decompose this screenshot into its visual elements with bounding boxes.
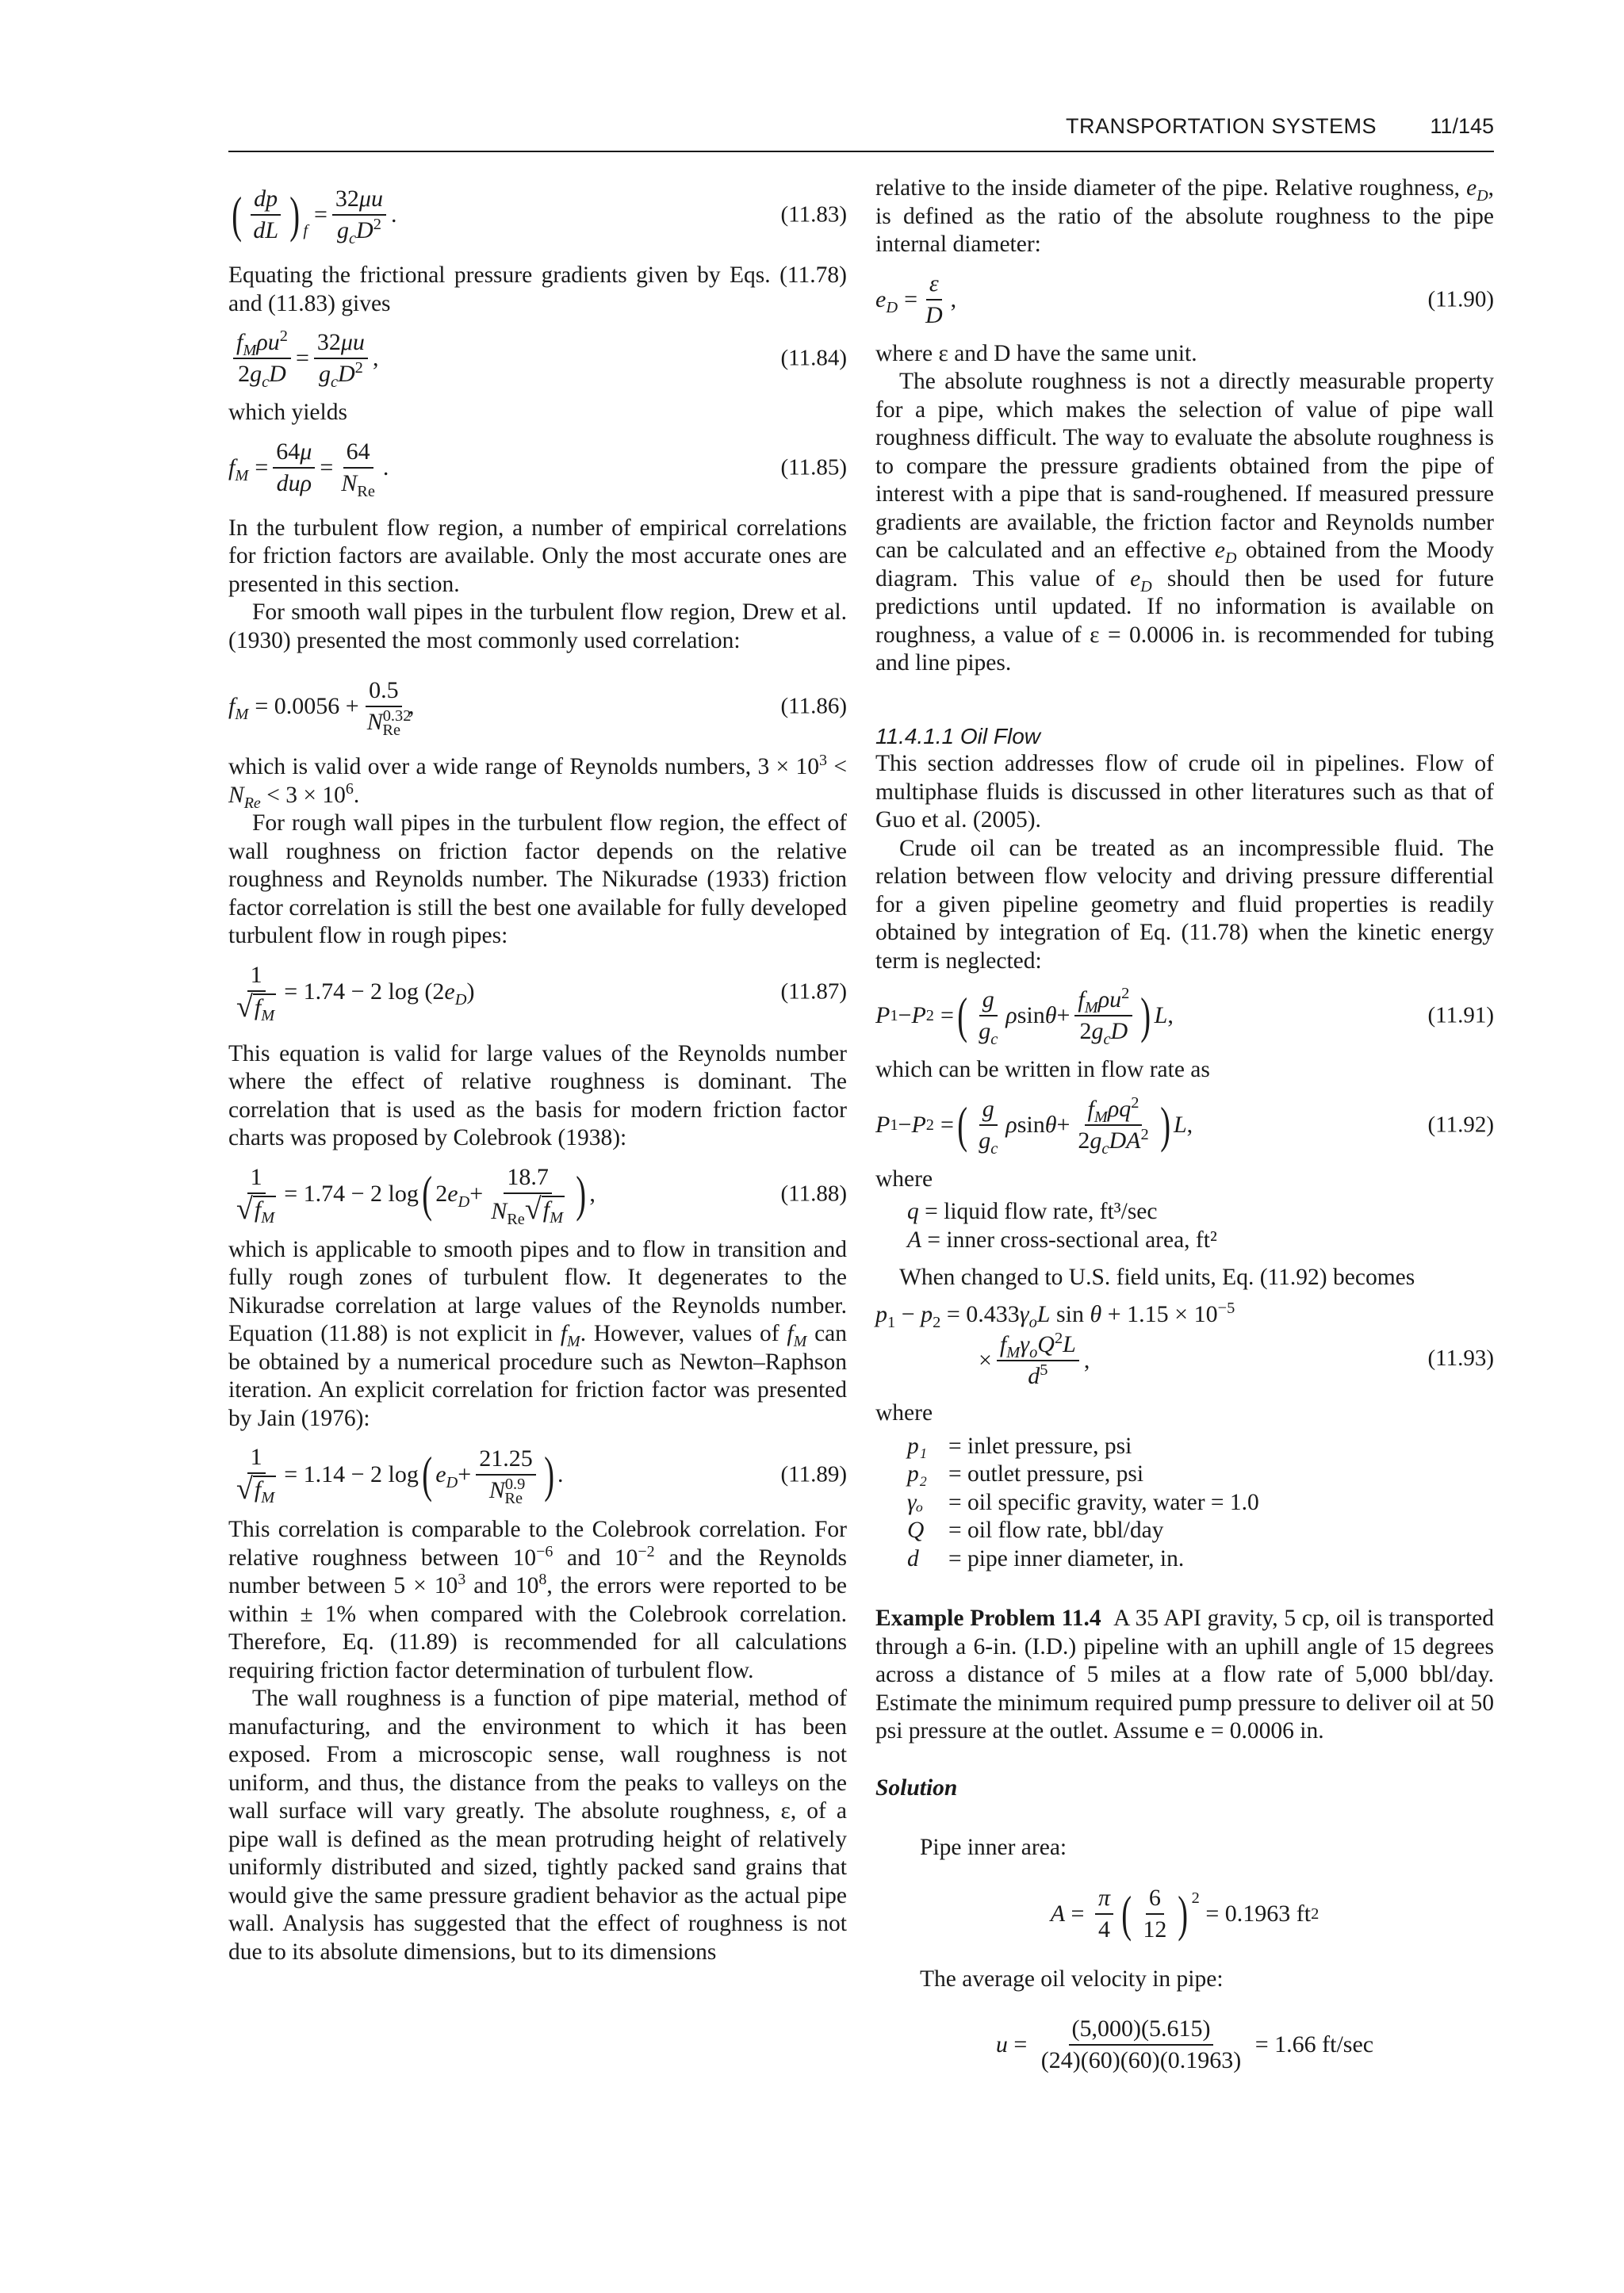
paragraph: which is valid over a wide range of Reynolds numbers, $3 \times 10^3 < N_{Re} < 3 \times 10^6$. [228, 752, 848, 812]
nomenclature-symbol: γₒ [907, 1489, 924, 1515]
equation-number: (11.90) [1427, 285, 1494, 312]
equation-11-92: P 1 − P 2 = ( $\frac{g}{g_c}$ ρ sin θ + $\frac{f_M\rho q^2}{2g_cDA^2}$ ) L , (11.92) [875, 1093, 1494, 1158]
equation-number: (11.86) [780, 693, 847, 719]
example-problem: Example Problem 11.4 A 35 API gravity, 5 cp, oil is transported through a 6-in. (I.D.) pipeline with an uphill angle of 15 degrees across a distance of 5 miles at a flow rate of 5,000 bbl/day. Estimate the minimum required pump pressure to deliver oil at 50 psi pressure at the outlet. Assume e = 0.0006 in. [875, 1606, 1494, 1744]
solution-heading: Solution [875, 1774, 958, 1801]
equation-11-84: $\frac{f_M\rho u^2}{2g_cD}$ = $\frac{32\mu u}{g_cD^2}$ , (11.84) [228, 329, 847, 388]
running-header [228, 111, 1494, 152]
paragraph: This equation is valid for large values of the Reynolds number where the effect of relative roughness is dominant. The correlation that is used as the basis for modern friction factor charts was proposed by Colebrook (1938): [228, 1040, 847, 1150]
equation-number: (11.87) [780, 978, 847, 1005]
equation-number: (11.84) [780, 345, 847, 371]
velocity-calculation: u = $\frac{(5,000)(5.615)}{(24)(60)(60)(0.1963)}$ = 1.66 ft/sec [995, 2015, 1374, 2073]
paragraph: For smooth wall pipes in the turbulent flow region, Drew et al. (1930) presented the most commonly used correlation: [228, 599, 847, 653]
equation-11-87: 1 √ $f_M$ = 1.74 − 2 log (2 $e_D$ ) (11.87) [236, 961, 847, 1024]
nomenclature-item [907, 1460, 1494, 1489]
right-column [875, 174, 1494, 2096]
equation-number: (11.92) [1427, 1111, 1494, 1137]
equation-number: (11.83) [780, 201, 847, 228]
equation-11-90: $e_D$ = $\frac{\varepsilon}{D}$ , (11.90) [875, 270, 1494, 328]
nomenclature-symbol: p₂ [907, 1461, 928, 1487]
equation-11-91: P 1 − P 2 = ( $\frac{g}{g_c}$ ρ sin θ + $\frac{f_M\rho u^2}{2g_cD}$ ) L , (11.91) [875, 985, 1494, 1048]
variable-definition: q = liquid flow rate, ft³/sec [907, 1199, 1158, 1224]
equation-number: (11.88) [780, 1181, 847, 1207]
nomenclature-symbol: Q [907, 1518, 925, 1543]
paragraph: This correlation is comparable to the Colebrook correlation. For relative roughness between $10^{-6}$ and $10^{-2}$ and the Reynolds number between $5 \times 10^3$ and $10^8$, the errors were reported to be within ± 1% when compared with the Colebrook correlation. Therefore, Eq. (11.89) is recommended for all calculations requiring friction factor determination of turbulent flow. [228, 1517, 848, 1683]
equation-number: (11.91) [1427, 1002, 1494, 1028]
nomenclature-item [907, 1545, 1494, 1574]
paragraph: When changed to U.S. field units, Eq. (11.92) becomes [899, 1265, 1415, 1290]
solution-step: The average oil velocity in pipe: [920, 1966, 1224, 1992]
paragraph: which can be written in flow rate as [875, 1057, 1210, 1082]
equation-11-86: $f_M$ = 0.0056 + $\frac{0.5}{N^{0.32}_{Re}}$ , (11.86) [228, 677, 847, 739]
nomenclature-item [907, 1489, 1494, 1518]
paragraph: which is applicable to smooth pipes and to flow in transition and fully rough zones of turbulent flow. It degenerates to the Nikuradse correlation at large values of the Reynolds number. Equation (11.88) is not explicit in $f_M$. However, values of $f_M$ can be obtained by a numerical procedure such as Newton–Raphson iteration. An explicit correlation for friction factor was presented by Jain (1976): [228, 1236, 848, 1431]
where-label: where [875, 1166, 933, 1192]
area-calculation: A = $\frac{\pi}{4}$ ( $\frac{6}{12}$ ) 2 = 0.1963 ft 2 [1050, 1884, 1320, 1943]
header-section-title: TRANSPORTATION SYSTEMS [1065, 114, 1377, 138]
nomenclature-definition: = outlet pressure, psi [948, 1461, 1144, 1487]
equation-11-88: 1 √ $f_M$ = 1.74 − 2 log ( 2 $e_D$ + 18.7 $N_{Re}$ √ $f_M$ ) , (11.88) [236, 1163, 847, 1228]
paragraph: where ε and D have the same unit. [875, 340, 1197, 366]
paragraph: Equating the frictional pressure gradients given by Eqs. (11.78) and (11.83) gives [228, 262, 847, 316]
equation-number: (11.85) [780, 454, 847, 480]
paragraph: relative to the inside diameter of the pipe. Relative roughness, $e_D$, is defined as the ratio of the absolute roughness to the pipe internal diameter: [875, 175, 1495, 257]
where-label: where [875, 1400, 933, 1426]
equation-number: (11.93) [1427, 1345, 1494, 1371]
left-column [228, 174, 847, 1966]
nomenclature-definition: = oil specific gravity, water = 1.0 [948, 1489, 1259, 1515]
equation-11-89: 1 √ $f_M$ = 1.14 − 2 log ( $e_D$ + $\frac{21.25}{N^{0.9}_{Re}}$ ) . (11.89) [236, 1444, 847, 1507]
nomenclature-item [907, 1517, 1494, 1545]
paragraph: The wall roughness is a function of pipe material, method of manufacturing, and the environment to which it has been exposed. From a microscopic sense, wall roughness is not uniform, and thus, the distance from the peaks to valleys on the wall surface will vary greatly. The absolute roughness, ε, of a pipe wall is defined as the mean protruding height of relatively uniformly distributed and sized, tightly packed sand grains that would give the same pressure gradient behavior as the actual pipe wall. Analysis has suggested that the effect of roughness is not due to its absolute dimensions, but to its dimensions [228, 1686, 847, 1965]
paragraph: Crude oil can be treated as an incompressible fluid. The relation between flow velocity and driving pressure differential for a given pipeline geometry and fluid properties is readily obtained by integration of Eq. (11.78) when the kinetic energy term is neglected: [875, 835, 1494, 974]
paragraph: In the turbulent flow region, a number of empirical correlations for friction factors are available. Only the most accurate ones are presented in this section. [228, 515, 847, 597]
paragraph: The absolute roughness is not a directly measurable property for a pipe, which makes the selection of value of pipe wall roughness difficult. The way to evaluate the absolute roughness is to compare the pressure gradients obtained from the pipe of interest with a pipe that is sand-roughened. If measured pressure gradients are available, the friction factor and Reynolds number can be calculated and an effective $e_D$ obtained from the Moody diagram. This value of $e_D$ should then be used for future predictions until updated. If no information is available on roughness, a value of ε = 0.0006 in. is recommended for tubing and line pipes. [875, 369, 1495, 676]
example-label: Example Problem 11.4 [875, 1606, 1101, 1631]
nomenclature-definition: = oil flow rate, bbl/day [948, 1518, 1164, 1543]
nomenclature-definition: = pipe inner diameter, in. [948, 1545, 1185, 1571]
equation-11-93: $p_1 - p_2 = 0.433\gamma_oL$ $\sin \theta + 1.15 \times 10^{-5}$ × $\frac{f_M\gamma_oQ^2L}{d^5}$ , (11.93) [875, 1299, 1494, 1389]
variable-list [907, 1198, 1494, 1254]
paragraph: This section addresses flow of crude oil in pipelines. Flow of multiphase fluids is discussed in other literatures such as that of Guo et al. (2005). [875, 751, 1494, 833]
variable-definition: A = inner cross-sectional area, ft² [907, 1227, 1217, 1253]
equation-11-83: ( $\frac{dp}{dL}$ ) f = $\frac{32\mu u}{g_cD^2}$ . (11.83) [232, 186, 847, 247]
subsection-heading: 11.4.1.1 Oil Flow [875, 723, 1041, 748]
header-page-number: 11/145 [1430, 114, 1494, 138]
equation-11-85: $f_M$ = $\frac{64\mu}{\text{duρ}}$ = $\frac{64}{N_{Re}}$ . (11.85) [228, 438, 847, 500]
paragraph: For rough wall pipes in the turbulent flow region, the effect of wall roughness on friction factor depends on the relative roughness and Reynolds number. The Nikuradse (1933) friction factor correlation is still the best one available for fully developed turbulent flow in rough pipes: [228, 810, 847, 948]
paragraph: which yields [228, 400, 347, 425]
nomenclature-item [907, 1433, 1494, 1461]
solution-step: Pipe inner area: [920, 1835, 1067, 1860]
nomenclature-symbol: d [907, 1545, 919, 1571]
nomenclature-symbol: p₁ [907, 1433, 928, 1459]
nomenclature-list [907, 1433, 1494, 1574]
nomenclature-definition: = inlet pressure, psi [948, 1433, 1132, 1459]
equation-number: (11.89) [780, 1460, 847, 1487]
